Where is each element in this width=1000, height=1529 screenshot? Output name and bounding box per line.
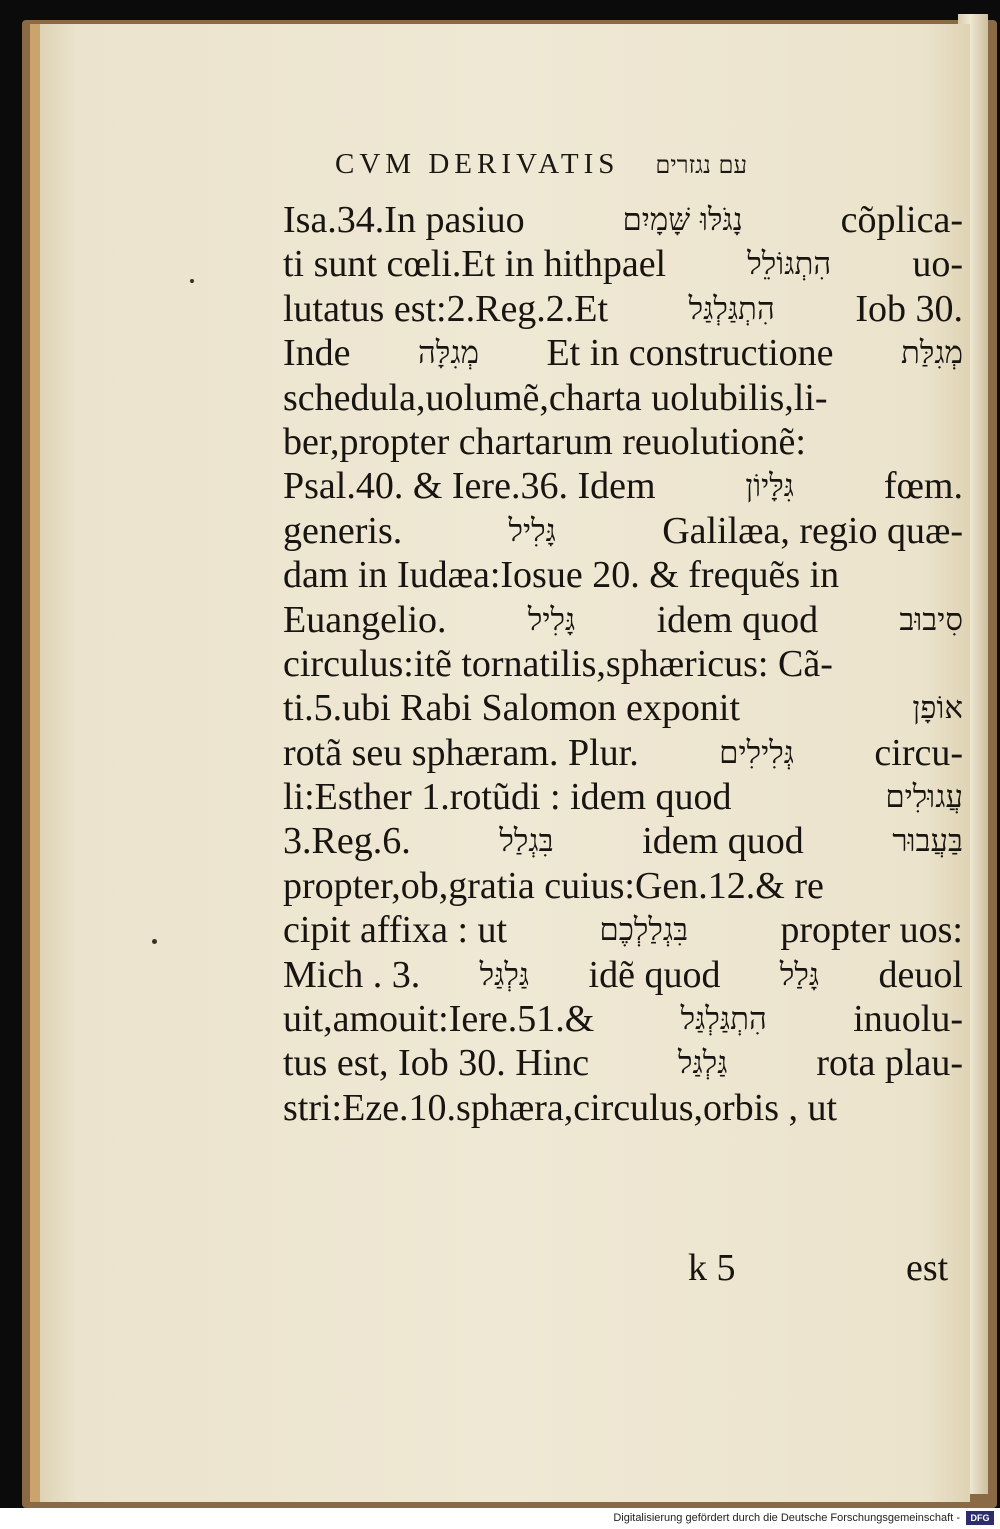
latin-text: Euangelio. (283, 598, 447, 641)
latin-text: schedula,uolumẽ,charta uolubilis,li- (283, 376, 828, 419)
text-line (283, 1041, 963, 1085)
hebrew-word: הִתְגּוֹלֵל (747, 246, 832, 283)
text-line (283, 598, 963, 642)
running-head-hebrew: עם נגזרים (655, 151, 748, 179)
latin-text: ber,propter chartarum reuolutionẽ: (283, 420, 806, 463)
text-line (283, 287, 963, 331)
hebrew-word: מְגִלַּת (900, 335, 963, 372)
catchword: est (906, 1247, 949, 1289)
latin-text: deuol (878, 953, 963, 996)
hebrew-word: גִּלָּיוֹן (745, 468, 795, 505)
ink-speck (152, 939, 157, 944)
hebrew-word: גָּלִיל (508, 512, 556, 549)
latin-text: stri:Eze.10.sphæra,circulus,orbis , ut (283, 1086, 838, 1129)
latin-text: circulus:itẽ tornatilis,sphæricus: Cã- (283, 642, 833, 685)
text-line (283, 686, 963, 730)
hebrew-word: גַּלְגַּל (479, 956, 530, 993)
text-line (283, 864, 963, 908)
hebrew-word: גָּלִיל (527, 601, 576, 638)
latin-text: Galilæa, regio quæ- (662, 509, 963, 552)
hebrew-word: הִתְגַּלְגַּל (680, 1001, 767, 1038)
text-line (283, 464, 963, 508)
footer-bar (0, 1508, 1000, 1529)
latin-text: Isa.34.In pasiuo (283, 199, 525, 241)
hebrew-word: מְגִלָּה (418, 335, 479, 372)
latin-text: inuolu- (853, 998, 963, 1041)
latin-text: li:Esther 1.rotũdi : idem quod (283, 776, 732, 819)
latin-text: Mich . 3. (283, 953, 421, 996)
latin-text: idem quod (642, 820, 804, 863)
latin-text: generis. (283, 509, 403, 552)
latin-text: cõplica- (840, 199, 963, 241)
text-line (283, 775, 963, 819)
text-line (283, 198, 963, 242)
hebrew-word: גַּלְגַּל (677, 1045, 728, 1082)
text-line (283, 1086, 963, 1130)
latin-text: Inde (283, 332, 351, 375)
hebrew-word: בִּגְלַלְכֶם (599, 912, 689, 949)
footer-credit: Digitalisierung gefördert durch die Deutsche Forschungsgemeinschaft - (613, 1512, 960, 1524)
latin-text: fœm. (883, 465, 963, 508)
hebrew-word: בַּעֲבוּר (892, 823, 963, 860)
text-line (283, 242, 963, 286)
text-block (283, 198, 963, 1130)
latin-text: 3.Reg.6. (283, 820, 411, 863)
latin-text: idẽ quod (588, 953, 721, 996)
text-line (283, 331, 963, 375)
latin-text: Iob 30. (855, 287, 963, 330)
latin-text: Psal.40. & Iere.36. Idem (283, 465, 656, 508)
running-head-latin: CVM DERIVATIS (335, 148, 620, 180)
latin-text: cipit affixa : ut (283, 909, 508, 952)
hebrew-word: הִתְגַּלְגַּל (688, 290, 775, 327)
text-line (283, 997, 963, 1041)
dfg-logo-icon: DFG (966, 1511, 994, 1525)
text-line (283, 642, 963, 686)
hebrew-word: סִיבוּב (899, 601, 963, 638)
text-line (283, 420, 963, 464)
text-line (283, 908, 963, 952)
latin-text: lutatus est:2.Reg.2.Et (283, 287, 609, 330)
latin-text: rotã seu sphæram. Plur. (283, 731, 639, 774)
latin-text: Et in constructione (546, 332, 834, 375)
latin-text: ti.5.ubi Rabi Salomon exponit (283, 687, 741, 730)
running-head (335, 148, 955, 188)
latin-text: circu- (874, 731, 963, 774)
signature-mark: k 5 (688, 1247, 736, 1289)
latin-text: rota plau- (816, 1042, 963, 1085)
text-line (283, 376, 963, 420)
text-line (283, 553, 963, 597)
hebrew-word: גְּלִילִים (719, 734, 794, 771)
hebrew-word: נָגֹּלּוּ שָּׁמָיִם (622, 202, 743, 238)
latin-text: uit,amouit:Iere.51.& (283, 998, 595, 1041)
latin-text: uo- (912, 243, 963, 286)
latin-text: tus est, Iob 30. Hinc (283, 1042, 590, 1085)
text-line (283, 731, 963, 775)
latin-text: propter uos: (780, 909, 963, 952)
text-line (283, 819, 963, 863)
hebrew-word: בִּגְלַל (499, 823, 554, 860)
hebrew-word: עֲגוּלִים (885, 779, 963, 816)
latin-text: dam in Iudæa:Iosue 20. & frequẽs in (283, 554, 840, 597)
hebrew-word: גָּלַל (779, 956, 820, 993)
hebrew-word: אוֹפָן (912, 690, 963, 727)
latin-text: ti sunt cœli.Et in hithpael (283, 243, 667, 286)
ink-speck (190, 279, 194, 283)
latin-text: propter,ob,gratia cuius:Gen.12.& re (283, 864, 824, 907)
text-line (283, 509, 963, 553)
latin-text: idem quod (656, 598, 819, 641)
text-line (283, 953, 963, 997)
